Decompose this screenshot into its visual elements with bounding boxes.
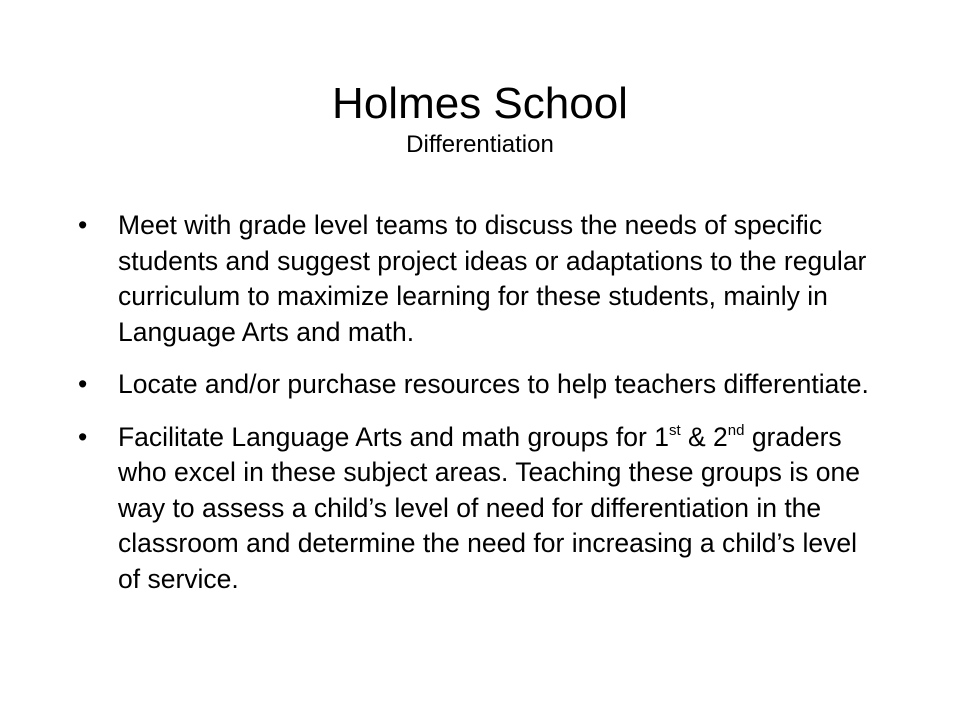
bullet-text-2: Locate and/or purchase resources to help teachers differentiate. — [118, 369, 869, 399]
bullet-text-3b: & 2 — [680, 421, 728, 452]
slide-subtitle: Differentiation — [406, 131, 554, 158]
bullet-text-3 — [118, 422, 860, 594]
bullet-text-1: Meet with grade level teams to discuss the needs of specific students and suggest project ideas or adaptations to the regular curriculum to maximize learning for these students, mainly in Language Arts and math. — [118, 210, 867, 347]
bullet-glyph: • — [78, 210, 88, 240]
bullet-item-1 — [78, 208, 878, 350]
bullet-item-2 — [78, 367, 878, 403]
bullet-glyph: • — [78, 369, 88, 399]
bullet-item-3 — [78, 420, 878, 598]
slide-title: Holmes School — [332, 79, 628, 128]
bullet-text-3c: graders who excel in these subject areas. Teaching these groups is one way to assess a child’s level of need for differentiation in the classroom and determine the need for increasing a child’s level of service. — [118, 421, 860, 594]
title-block — [0, 78, 960, 160]
bullet-list — [78, 208, 878, 614]
bullet-glyph: • — [78, 421, 88, 452]
bullet-text-3a: Facilitate Language Arts and math groups for 1 — [118, 421, 669, 452]
ordinal-suffix-st: st — [668, 421, 681, 439]
ordinal-suffix-nd: nd — [727, 421, 745, 439]
